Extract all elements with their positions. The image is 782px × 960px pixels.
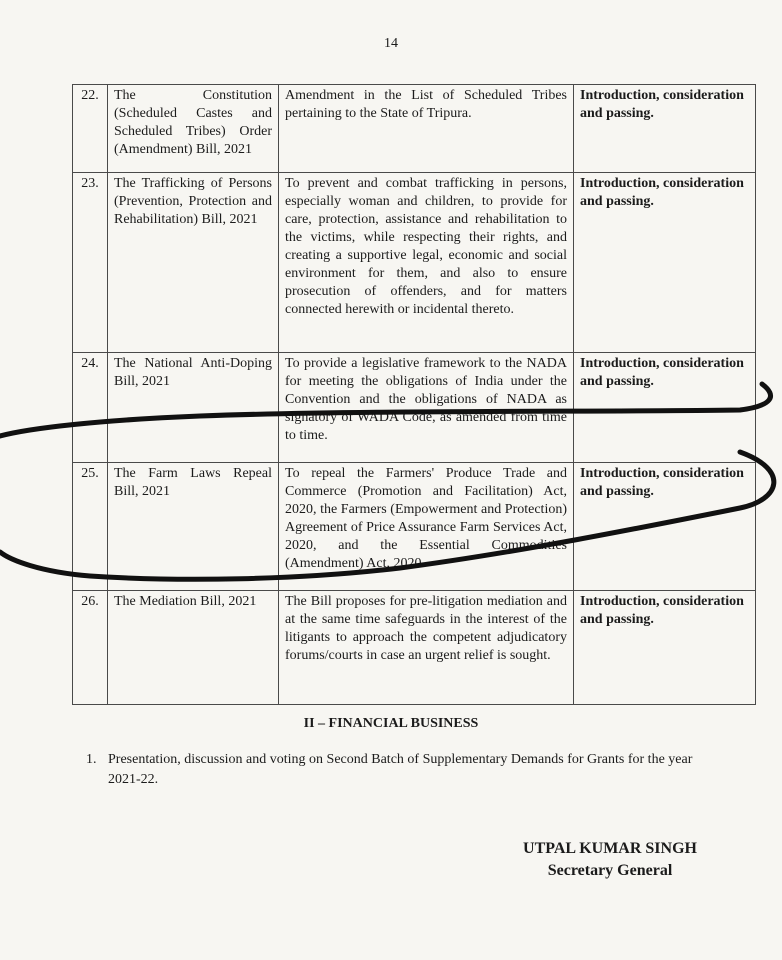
bill-purpose: Amendment in the List of Scheduled Tribes pertaining to the State of Tripura.: [279, 85, 574, 173]
bill-title: The Constitution (Scheduled Castes and Scheduled Tribes) Order (Amendment) Bill, 2021: [108, 85, 279, 173]
signatory-name: UTPAL KUMAR SINGH: [523, 840, 697, 857]
bill-action: Introduction, consideration and passing.: [574, 591, 756, 705]
signatory-designation: Secretary General: [547, 862, 673, 879]
item-number: 26.: [73, 591, 108, 705]
table-row: [73, 463, 756, 591]
bill-purpose: To prevent and combat trafficking in persons, especially woman and children, to provide for care, protection, assistance and rehabilitation to the victims, while respecting their rights, and creating a supportive legal, economic and social environment for them, and also to ensure prosecution of offenders, and for matters connected herewith or incidental thereto.: [279, 173, 574, 353]
bill-title: The National Anti-Doping Bill, 2021: [108, 353, 279, 463]
table-row: [73, 353, 756, 463]
signature-block: [480, 838, 740, 882]
bills-table: [72, 84, 756, 705]
page-number: 14: [384, 36, 398, 51]
bill-title: The Farm Laws Repeal Bill, 2021: [108, 463, 279, 591]
item-number: 23.: [73, 173, 108, 353]
item-number: 24.: [73, 353, 108, 463]
section-heading: II – FINANCIAL BUSINESS: [303, 716, 479, 731]
list-item-number: 1.: [86, 752, 97, 767]
bill-purpose: The Bill proposes for pre-litigation mediation and at the same time safeguards in the interest of the litigants to approach the competent adjudicatory forums/courts in case an urgent relief is sought.: [279, 591, 574, 705]
bill-action: Introduction, consideration and passing.: [574, 463, 756, 591]
table-row: [73, 173, 756, 353]
list-item: [86, 750, 726, 790]
item-number: 22.: [73, 85, 108, 173]
bill-action: Introduction, consideration and passing.: [574, 173, 756, 353]
item-number: 25.: [73, 463, 108, 591]
bill-action: Introduction, consideration and passing.: [574, 353, 756, 463]
list-item-text: Presentation, discussion and voting on Second Batch of Supplementary Demands for Grants for the year 2021-22.: [108, 752, 693, 787]
table-row: [73, 591, 756, 705]
bill-title: The Mediation Bill, 2021: [108, 591, 279, 705]
bill-action: Introduction, consideration and passing.: [574, 85, 756, 173]
bill-title: The Trafficking of Persons (Prevention, Protection and Rehabilitation) Bill, 2021: [108, 173, 279, 353]
table-row: [73, 85, 756, 173]
bill-purpose: To provide a legislative framework to the NADA for meeting the obligations of India under the Convention and the obligations of NADA as signatory of WADA Code, as amended from time to time.: [279, 353, 574, 463]
bill-purpose: To repeal the Farmers' Produce Trade and Commerce (Promotion and Facilitation) Act, 2020, the Farmers (Empowerment and Protection) Agreement of Price Assurance Farm Services Act, 2020, and the Essential Commodities (Amendment) Act, 2020.: [279, 463, 574, 591]
